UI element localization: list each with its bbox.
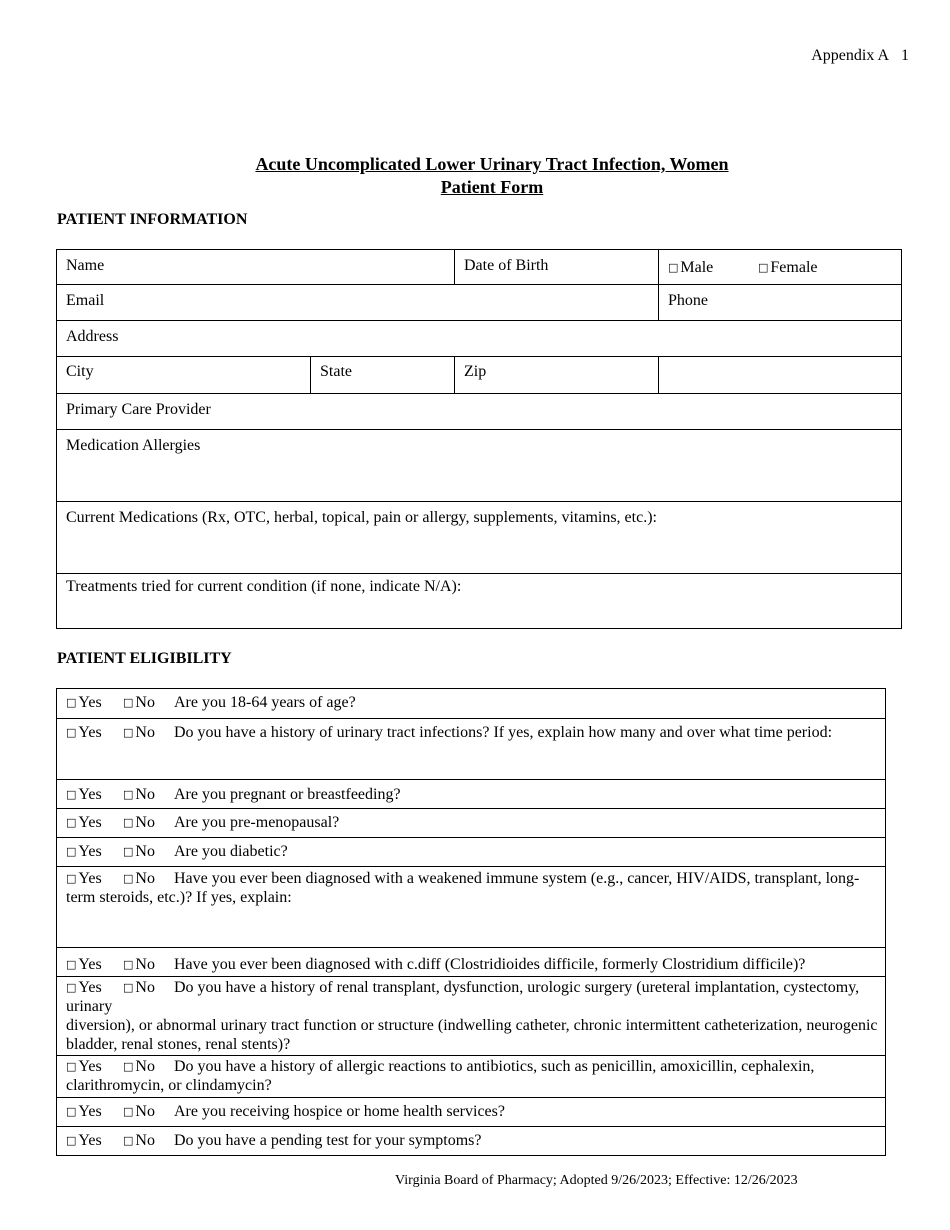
question-text: Have you ever been diagnosed with a weakened immune system (e.g., cancer, HIV/AIDS, transplant, long-term steroids, etc.)? If yes, explain: [66,870,860,906]
row-address [56,321,902,357]
page-number: 1 [901,47,909,64]
no-checkbox[interactable]: □ No [123,1132,155,1149]
question-text-continued: diversion), or abnormal urinary tract function or structure (indwelling catheter, chronic intermittent catheterization, neurogenic bladder, renal stones, renal stents)? [66,1017,878,1053]
question-text: Have you ever been diagnosed with c.diff (Clostridioides difficile, formerly Clostridium difficile)? [174,956,806,973]
question-text: Do you have a history of renal transplant, dysfunction, urologic surgery (ureteral implantation, cystectomy, urinary [66,979,860,1015]
question-text: Do you have a history of allergic reactions to antibiotics, such as penicillin, amoxicillin, cephalexin, clarithromycin, or clindamycin? [66,1058,815,1094]
medication-allergies-field[interactable]: Medication Allergies [66,437,201,454]
row-email-phone [56,285,902,321]
sex-field [658,250,901,284]
yes-checkbox[interactable]: □ Yes [66,1058,102,1075]
primary-care-provider-field[interactable]: Primary Care Provider [66,401,211,418]
yes-checkbox[interactable]: □ Yes [66,786,102,803]
yes-checkbox[interactable]: □ Yes [66,956,102,973]
row-pcp [56,394,902,430]
question-row [56,838,886,867]
dob-field[interactable]: Date of Birth [454,250,658,284]
yes-checkbox[interactable]: □ Yes [66,843,102,860]
question-text: Are you receiving hospice or home health services? [174,1103,505,1120]
no-checkbox[interactable]: □ No [123,1103,155,1120]
no-checkbox[interactable]: □ No [123,786,155,803]
patient-information-heading: PATIENT INFORMATION [57,211,248,228]
yes-checkbox[interactable]: □ Yes [66,1103,102,1120]
phone-field[interactable]: Phone [658,285,901,320]
question-row [56,1127,886,1156]
yes-checkbox[interactable]: □ Yes [66,870,102,887]
question-row [56,867,886,948]
question-text: Are you pregnant or breastfeeding? [174,786,401,803]
patient-information-table [56,249,902,629]
question-row [56,977,886,1056]
yes-checkbox[interactable]: □ Yes [66,979,102,996]
no-checkbox[interactable]: □ No [123,870,155,887]
page-footer: Virginia Board of Pharmacy; Adopted 9/26/2023; Effective: 12/26/2023 [395,1173,798,1188]
question-row [56,688,886,719]
no-checkbox[interactable]: □ No [123,724,155,741]
male-checkbox[interactable]: □ Male [668,259,714,276]
blank-cell [658,357,901,393]
title-line-2: Patient Form [440,177,544,197]
row-treatments [56,574,902,629]
question-text: Are you pre-menopausal? [174,814,340,831]
patient-eligibility-heading: PATIENT ELIGIBILITY [57,650,232,667]
yes-checkbox[interactable]: □ Yes [66,694,102,711]
treatments-tried-field[interactable]: Treatments tried for current condition (if none, indicate N/A): [66,578,462,595]
yes-checkbox[interactable]: □ Yes [66,724,102,741]
appendix-label: Appendix A [811,47,889,64]
no-checkbox[interactable]: □ No [123,843,155,860]
question-row [56,809,886,838]
name-field[interactable]: Name [66,257,105,274]
city-field[interactable]: City [66,363,94,380]
no-checkbox[interactable]: □ No [123,694,155,711]
page-header [811,46,909,65]
no-checkbox[interactable]: □ No [123,956,155,973]
question-row [56,780,886,809]
question-text: Are you 18-64 years of age? [174,694,356,711]
question-text: Do you have a history of urinary tract infections? If yes, explain how many and over what time period: [174,724,833,741]
question-row [56,1098,886,1127]
form-title [0,153,950,199]
yes-checkbox[interactable]: □ Yes [66,1132,102,1149]
yes-checkbox[interactable]: □ Yes [66,814,102,831]
zip-field[interactable]: Zip [454,357,658,393]
row-city-state-zip [56,357,902,394]
question-row [56,948,886,977]
row-medications [56,502,902,574]
question-row [56,1056,886,1098]
no-checkbox[interactable]: □ No [123,979,155,996]
email-field[interactable]: Email [66,292,105,309]
question-text: Are you diabetic? [174,843,288,860]
state-field[interactable]: State [310,357,454,393]
address-field[interactable]: Address [66,328,119,345]
eligibility-table [56,688,886,1156]
question-text: Do you have a pending test for your symptoms? [174,1132,482,1149]
row-name-dob-sex [56,249,902,285]
title-line-1: Acute Uncomplicated Lower Urinary Tract Infection, Women [255,154,729,174]
question-row [56,719,886,780]
current-medications-field[interactable]: Current Medications (Rx, OTC, herbal, topical, pain or allergy, supplements, vitamins, etc.): [66,509,657,526]
female-checkbox[interactable]: □ Female [758,259,818,276]
row-allergies [56,430,902,502]
no-checkbox[interactable]: □ No [123,1058,155,1075]
no-checkbox[interactable]: □ No [123,814,155,831]
